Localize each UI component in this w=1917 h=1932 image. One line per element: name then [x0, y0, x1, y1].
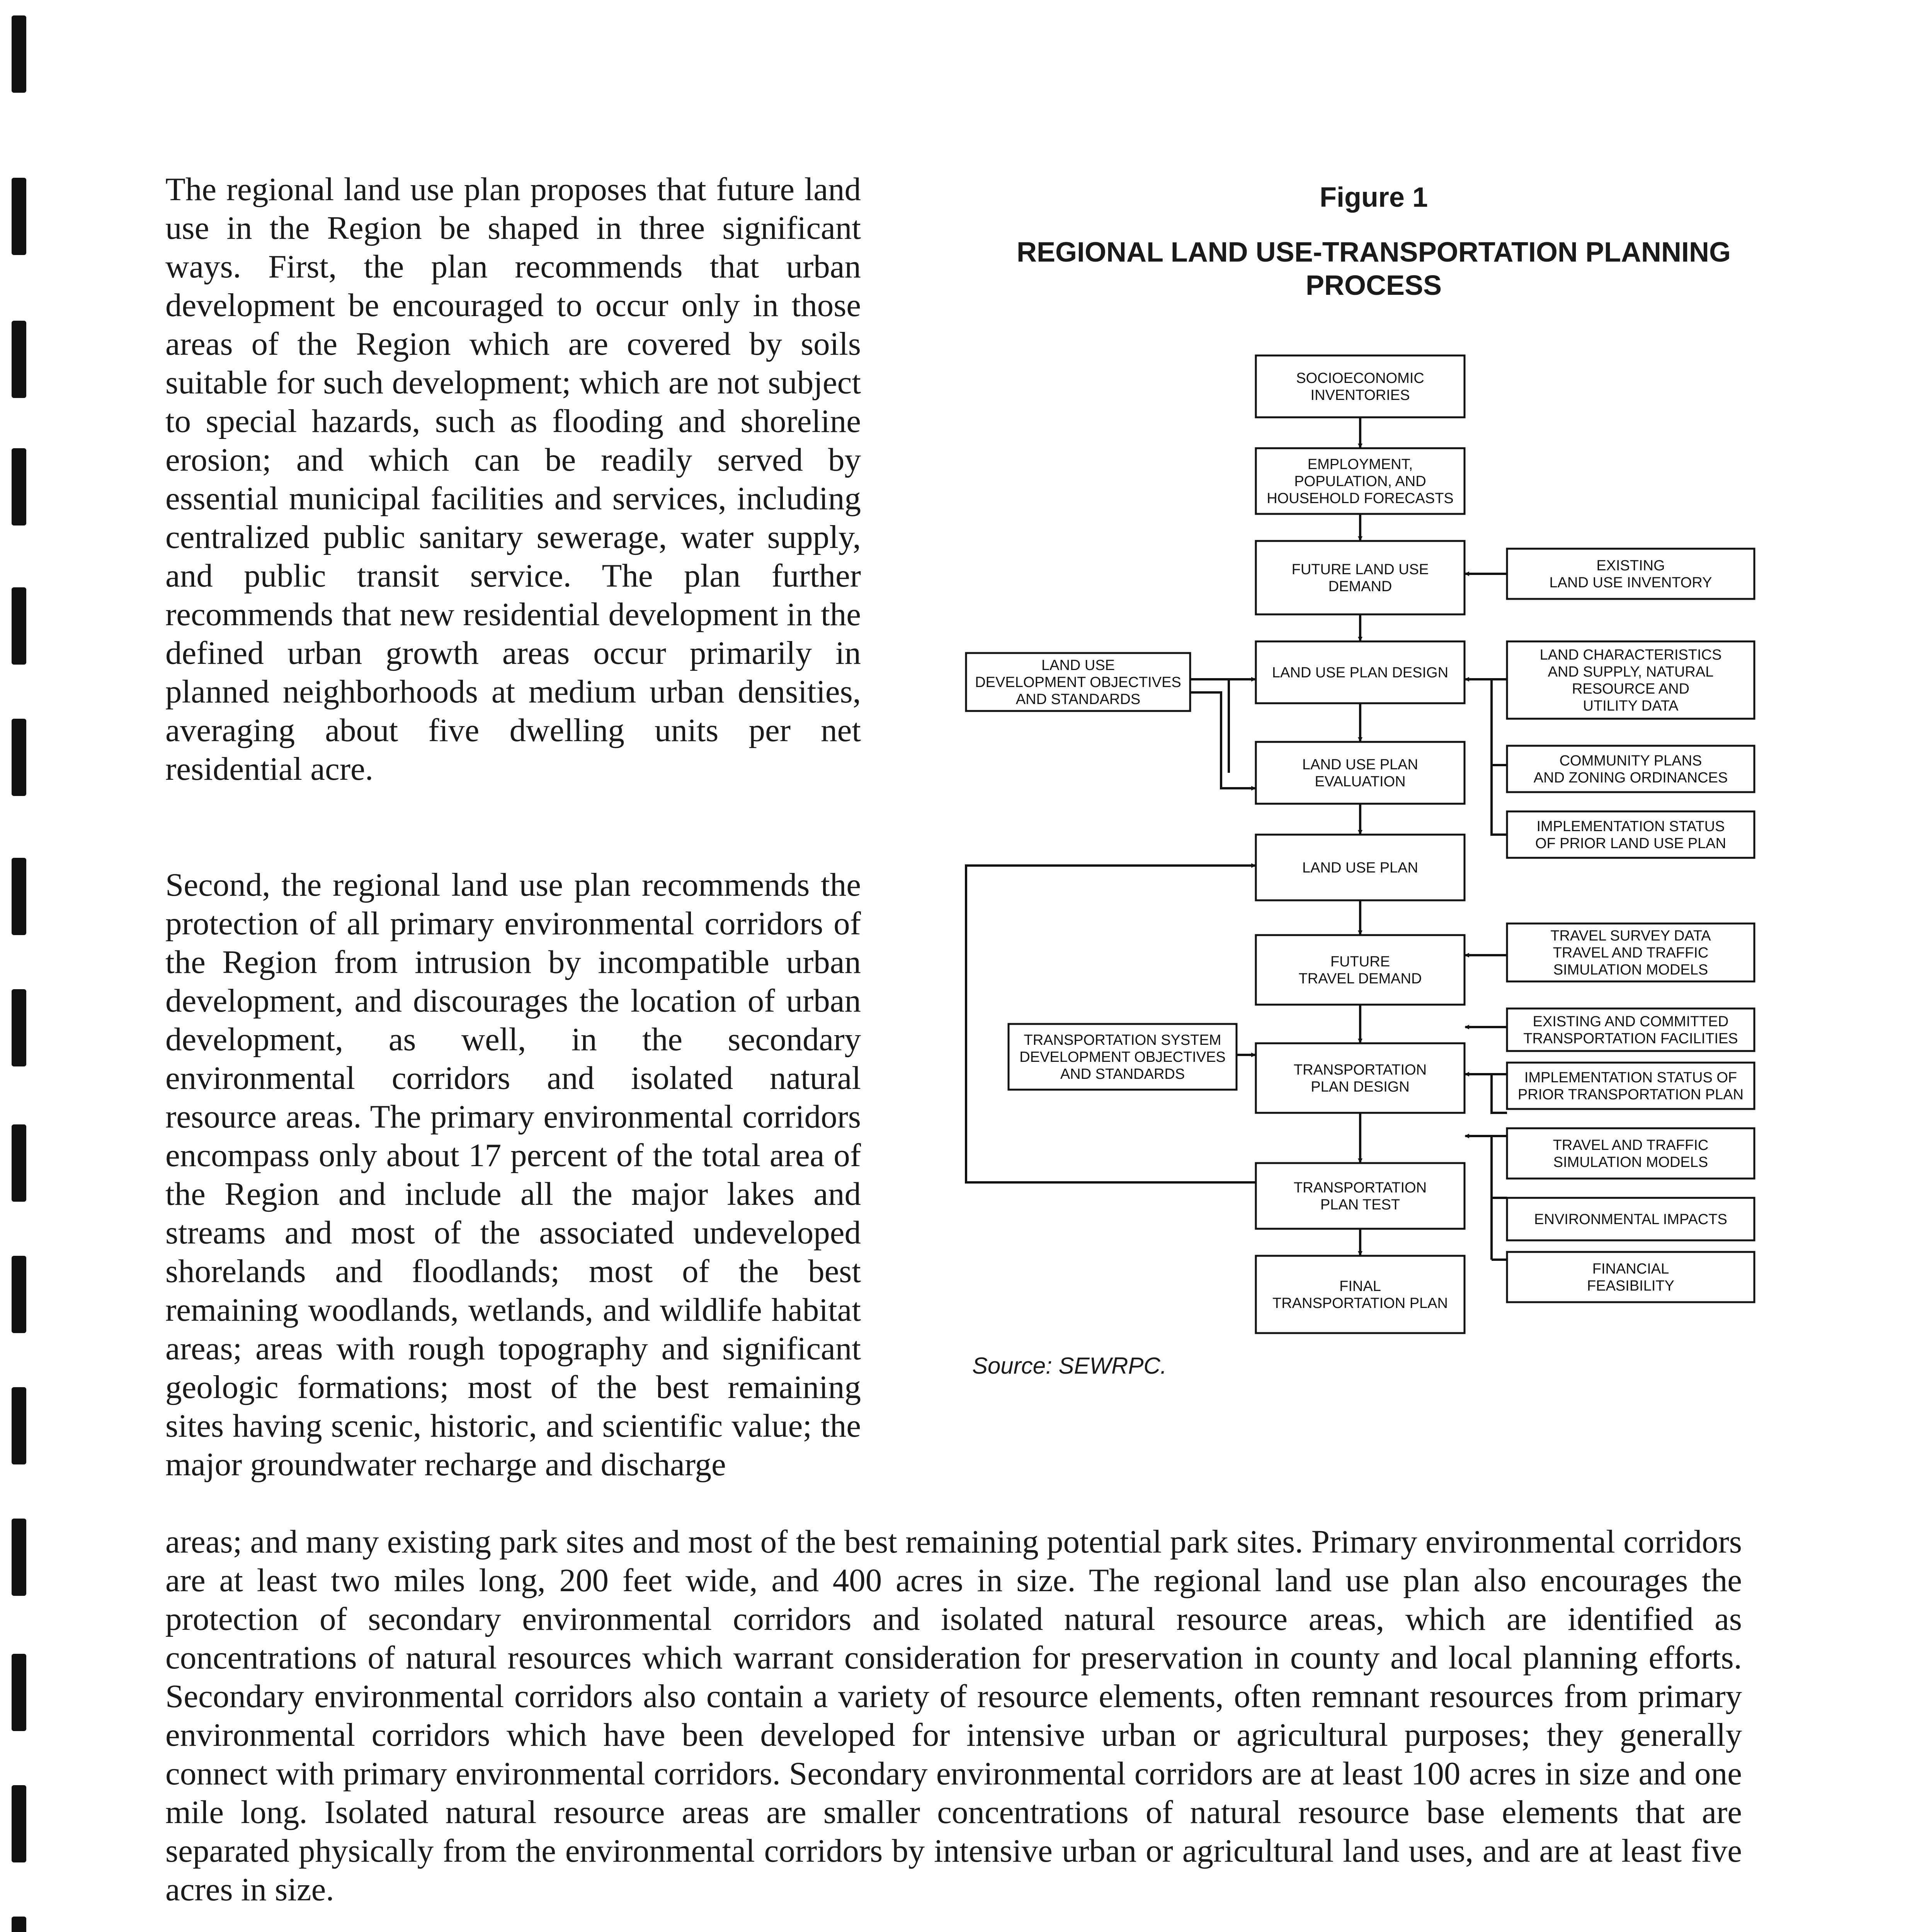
box-label-line: HOUSEHOLD FORECASTS [1267, 490, 1454, 507]
box-label-line: EMPLOYMENT, [1307, 456, 1413, 473]
box-label-line: TRAVEL DEMAND [1298, 971, 1422, 987]
box-label-line: LAND USE PLAN DESIGN [1272, 665, 1449, 681]
binder-mark [12, 587, 26, 665]
binder-mark [12, 1519, 26, 1596]
box-label [1272, 665, 1448, 681]
paragraph-land-use-intro: The regional land use plan proposes that future land use in the Region be shaped in three significant ways. First, the plan recommends that urban development be encouraged to occur only in those areas of the Region which are covered by soils suitable for such development; which are not subject to special hazards, such as flooding and shoreline erosion; and which can be readily served by essential municipal facilities and services, including centralized public sanitary sewerage, water supply, and public transit service. The plan further recommends that new residential development in the defined urban growth areas occur primarily in planned neighborhoods at medium urban densities, averaging about five dwelling units per net residential acre. [165, 171, 861, 787]
binder-mark [12, 1387, 26, 1464]
box-label-line: LAND USE PLAN [1302, 757, 1418, 773]
box-label [1302, 860, 1418, 876]
binder-mark [12, 321, 26, 398]
box-label-line: LAND USE [1041, 657, 1115, 673]
binder-mark [12, 1124, 26, 1202]
box-transportation-plan-design [1256, 1043, 1465, 1113]
box-label [1550, 928, 1711, 978]
binder-mark [12, 1256, 26, 1333]
box-label-line: TRANSPORTATION SYSTEM [1024, 1032, 1221, 1048]
box-label-line: POPULATION, AND [1294, 473, 1426, 490]
box-label-line: PLAN DESIGN [1311, 1079, 1410, 1095]
box-label-line: AND SUPPLY, NATURAL [1548, 664, 1714, 680]
figure-title: REGIONAL LAND USE-TRANSPORTATION PLANNING PROCESS [1017, 237, 1731, 301]
binder-mark [12, 1654, 26, 1731]
box-label-line: SIMULATION MODELS [1553, 962, 1708, 978]
flowchart-diagram [958, 170, 1789, 1406]
box-label-line: INVENTORIES [1310, 387, 1410, 403]
box-label-line: TRANSPORTATION FACILITIES [1523, 1031, 1738, 1047]
box-label-line: LAND USE INVENTORY [1549, 575, 1712, 591]
binder-mark [12, 989, 26, 1066]
box-label-line: PRIOR TRANSPORTATION PLAN [1517, 1087, 1744, 1103]
box-label-line: AND STANDARDS [1060, 1066, 1185, 1082]
binder-mark [12, 1917, 26, 1932]
figure-number: Figure 1 [1319, 182, 1428, 213]
box-label-line: COMMUNITY PLANS [1559, 753, 1702, 769]
box-simulation-models [1507, 1128, 1754, 1179]
box-label-line: TRANSPORTATION [1293, 1180, 1427, 1196]
paragraph-environmental-corridors: Second, the regional land use plan recommends the protection of all primary environmental corridors of the Region from intrusion by incompatible urban development, and discourages the location of urban development, as well, in the secondary environmental corridors and isolated natural resource areas. The primary environmental corridors encompass only about 17 percent of the total area of the Region and include all the major lakes and streams and most of the associated undeveloped shorelands and floodlands; most of the best remaining woodlands, wetlands, and wildlife habitat areas; areas with rough topography and significant geologic formations; most of the best remaining sites having scenic, historic, and scientific value; the major groundwater recharge and discharge [165, 867, 861, 1483]
binder-mark [12, 719, 26, 796]
box-label-line: OF PRIOR LAND USE PLAN [1535, 835, 1726, 852]
box-label-line: TRANSPORTATION [1293, 1062, 1427, 1078]
box-label-line: LAND CHARACTERISTICS [1539, 647, 1722, 663]
box-label-line: LAND USE PLAN [1302, 860, 1418, 876]
box-label-line: DEVELOPMENT OBJECTIVES [1019, 1049, 1226, 1065]
box-transportation-plan-test [1256, 1163, 1465, 1229]
box-label-line: FINANCIAL [1592, 1261, 1669, 1277]
box-label-line: FEASIBILITY [1587, 1278, 1674, 1294]
box-label [1534, 1211, 1727, 1228]
box-label-line: RESOURCE AND [1572, 681, 1690, 697]
binder-mark [12, 448, 26, 526]
binder-mark [12, 1785, 26, 1862]
box-label-line: DEMAND [1328, 578, 1392, 595]
box-label-line: FUTURE [1330, 954, 1390, 970]
box-future-land-use-demand [1256, 541, 1465, 614]
binder-mark [12, 178, 26, 255]
box-land-use-plan-evaluation [1256, 742, 1465, 804]
box-existing-land-use-inventory [1507, 549, 1754, 599]
figure-source: Source: SEWRPC. [972, 1353, 1167, 1379]
box-label-line: TRANSPORTATION PLAN [1272, 1295, 1448, 1311]
box-label-line: SIMULATION MODELS [1553, 1154, 1708, 1170]
box-financial-feasibility [1507, 1252, 1754, 1302]
box-final-transportation-plan [1256, 1256, 1465, 1333]
box-label-line: PLAN TEST [1320, 1197, 1400, 1213]
box-label-line: AND STANDARDS [1015, 691, 1141, 707]
box-label-line: AND ZONING ORDINANCES [1533, 770, 1728, 786]
box-label-line: TRAVEL AND TRAFFIC [1553, 945, 1709, 961]
box-label-line: UTILITY DATA [1583, 698, 1679, 714]
binder-mark [12, 15, 26, 93]
box-label-line: SOCIOECONOMIC [1296, 370, 1424, 386]
box-label-line: ENVIRONMENTAL IMPACTS [1534, 1211, 1727, 1228]
box-label-line: IMPLEMENTATION STATUS OF [1524, 1070, 1737, 1086]
box-label-line: EXISTING AND COMMITTED [1533, 1014, 1729, 1030]
figure-flowchart [958, 170, 1789, 1406]
box-label-line: EXISTING [1596, 558, 1665, 574]
box-label-line: IMPLEMENTATION STATUS [1536, 818, 1725, 835]
box-future-travel-demand [1256, 935, 1465, 1005]
binder-mark [12, 858, 26, 935]
box-label-line: EVALUATION [1315, 774, 1406, 790]
box-socioeconomic-inventories [1256, 355, 1465, 417]
paragraph-corridor-details: areas; and many existing park sites and most of the best remaining potential park sites. Primary environmental corridors are at least two miles long, 200 feet wide, and 400 acres in size. The regional land use plan also encourages the protection of secondary environmental corridors and isolated natural resource areas, which are identified as concentrations of natural resources which warrant consideration for preservation in county and local planning efforts. Secondary environmental corridors also contain a variety of resource elements, often remnant resources from primary environmental corridors which have been developed for intensive urban or agricultural purposes; they generally connect with primary environmental corridors. Secondary environmental corridors are at least 100 acres in size and one mile long. Isolated natural resource areas are smaller concentrations of natural resource base elements that are separated physically from the environmental corridors by intensive urban or agricultural land uses, and are at least five acres in size. [165, 1524, 1742, 1908]
box-label-line: FINAL [1339, 1278, 1381, 1294]
box-label-line: DEVELOPMENT OBJECTIVES [975, 674, 1181, 690]
box-label-line: TRAVEL SURVEY DATA [1550, 928, 1711, 944]
box-label-line: TRAVEL AND TRAFFIC [1553, 1137, 1709, 1153]
box-label-line: FUTURE LAND USE [1291, 561, 1429, 578]
